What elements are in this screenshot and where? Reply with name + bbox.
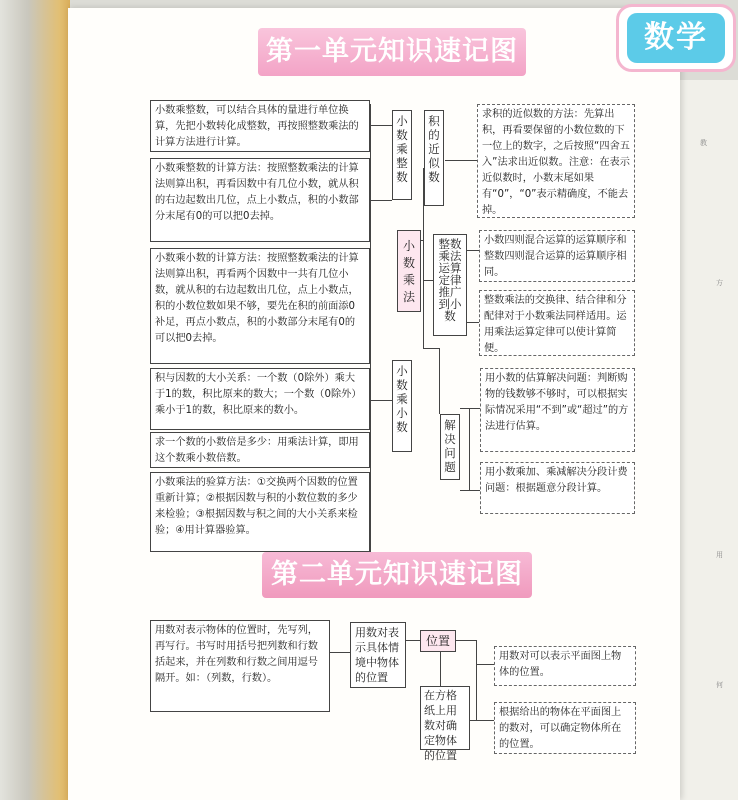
node-laws-extended: 整数乘法运算定律推广到小数 xyxy=(433,234,467,336)
unit2-title: 第二单元知识速记图 xyxy=(262,552,532,598)
concept-box-plane-position: 用数对可以表示平面图上物体的位置。 xyxy=(494,646,636,686)
side-text: 何 xyxy=(716,681,723,689)
connector-line xyxy=(370,200,392,201)
concept-box-verification: 小数乘法的验算方法：①交换两个因数的位置重新计算；②根据因数与积的小数位数的多少来检验；③根据因数与积之间的大小关系来检验；④用计算器验算。 xyxy=(150,472,370,552)
center-node-position: 位置 xyxy=(420,630,456,652)
connector-line xyxy=(406,640,420,641)
node-approximate-product: 积的近似数 xyxy=(424,110,444,206)
side-text: 教 xyxy=(700,139,707,147)
subject-label: 数学 xyxy=(627,13,725,63)
concept-box-operation-laws: 整数乘法的交换律、结合律和分配律对于小数乘法同样适用。运用乘法运算定律可以使计算简便。 xyxy=(479,290,635,356)
next-page-edge xyxy=(680,80,738,800)
node-solve-problems: 解决问题 xyxy=(440,414,460,480)
connector-line xyxy=(469,408,470,490)
connector-line xyxy=(423,280,433,281)
concept-box-product-size: 积与因数的大小关系：一个数（0除外）乘大于1的数，积比原来的数大；一个数（0除外）乘小于1的数，积比原来的数小。 xyxy=(150,368,370,430)
connector-line xyxy=(476,640,477,720)
side-text: 用 xyxy=(716,551,723,559)
connector-line xyxy=(460,490,480,491)
concept-box-segmented-billing: 用小数乘加、乘减解决分段计费问题：根据题意分段计算。 xyxy=(480,462,635,514)
concept-box-locate-object: 根据给出的物体在平面图上的数对，可以确定物体所在的位置。 xyxy=(494,702,636,754)
concept-box-decimal-times: 求一个数的小数倍是多少：用乘法计算，即用这个数乘小数倍数。 xyxy=(150,432,370,468)
connector-line xyxy=(423,348,439,349)
connector-line xyxy=(440,652,441,686)
connector-line xyxy=(456,640,476,641)
connector-line xyxy=(476,664,494,665)
center-node-decimal-multiplication: 小数乘法 xyxy=(397,230,421,312)
concept-box-multiply-integer-intro: 小数乘整数，可以结合具体的量进行单位换算，先把小数转化成整数，再按照整数乘法的计算方法进行计算。 xyxy=(150,100,370,152)
connector-line xyxy=(370,104,371,552)
concept-box-multiply-integer-method: 小数乘整数的计算方法：按照整数乘法的计算法则算出积，再看因数中有几位小数，就从积的右边起数出几位，点上小数点，积的小数部分末尾有0的可以把0去掉。 xyxy=(150,158,370,242)
connector-line xyxy=(467,322,479,323)
side-text: 方 xyxy=(716,279,723,287)
concept-box-multiply-decimal-method: 小数乘小数的计算方法：按照整数乘法的计算法则算出积，再看两个因数中一共有几位小数，就从积的右边起数出几位，点上小数点，积的小数位数如果不够，要先在积的前面添0补足，再点小数点，积的小数部分末尾有0的可以把0去掉。 xyxy=(150,248,370,364)
connector-line xyxy=(467,250,479,251)
connector-line xyxy=(445,160,477,161)
subject-badge xyxy=(616,4,736,72)
node-number-pair-context: 用数对表示具体情境中物体的位置 xyxy=(350,622,406,688)
node-grid-paper-position: 在方格纸上用数对确定物体的位置 xyxy=(420,686,470,750)
connector-line xyxy=(370,125,392,126)
node-multiply-integer: 小数乘整数 xyxy=(392,110,412,200)
book-spine xyxy=(0,0,70,800)
concept-box-estimation: 用小数的估算解决问题：判断购物的钱数够不够时，可以根据实际情况采用“不到”或“超过”的方法进行估算。 xyxy=(480,368,635,452)
connector-line xyxy=(370,400,392,401)
concept-box-number-pair-writing: 用数对表示物体的位置时，先写列，再写行。书写时用括号把列数和行数括起来，并在列数和行数之间用逗号隔开。如：（列数，行数）。 xyxy=(150,620,330,712)
connector-line xyxy=(439,348,440,414)
connector-line xyxy=(470,720,494,721)
connector-line xyxy=(330,652,350,653)
node-multiply-decimal: 小数乘小数 xyxy=(392,360,412,452)
concept-box-approximation: 求积的近似数的方法：先算出积，再看要保留的小数位数的下一位上的数字，之后按照“四舍五入”法求出近似数。注意：在表示近似数时，小数末尾如果有“0”，“0”表示精确度，不能去掉。 xyxy=(477,104,635,218)
unit1-title: 第一单元知识速记图 xyxy=(258,28,526,76)
concept-box-mixed-operations: 小数四则混合运算的运算顺序和整数四则混合运算的运算顺序相同。 xyxy=(479,230,635,282)
